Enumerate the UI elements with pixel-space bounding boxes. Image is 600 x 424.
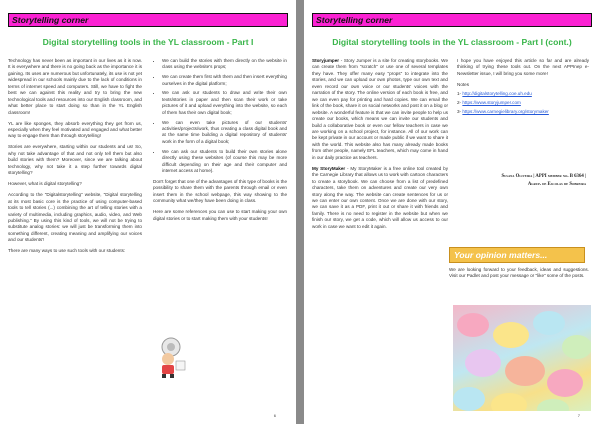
usage-list (153, 58, 287, 174)
list-item: • We can ask our students to build their own stories alone directly using these websites (of course this may be more difficult depending on their age and their computer and internet access at home). (162, 149, 287, 175)
list-item: • We can even take pictures of our students' activities/projects/work, thus creating a class digital book and at the same time building a digital repository of students' work in the form of a digital book; (162, 120, 287, 146)
candy-hearts-photo (453, 305, 591, 411)
tool-name: My StoryMaker (312, 165, 346, 171)
paragraph: Stories are everywhere, starting within our students and us! So, why not take advantage of that and not only tell them but also build stories with them? Moreover, since we are talking about technology, why not take it a step further towards digital storytelling? (8, 144, 142, 176)
paragraph: Technology has never been as important in our lives as it is now. It is everywhere and there is no going back as the importance it is gaining. Its uses are numerous but unfortunately, its use is not yet widespread in our schools mainly due to the lack of conditions in terms of internet speed and computers. Still, we have to fight the best we can against this reality and try to bring the new technological tools and resources into our English classroom, and what better place to start doing so than in the YL English classroom! (8, 58, 142, 115)
author-signature (501, 173, 586, 188)
note-link[interactable]: https://www.carnegielibrary.org/storymaker (462, 109, 549, 115)
right-column-2 (457, 58, 589, 118)
note-item: 2- https://www.storyjumper.com (457, 100, 521, 106)
page-right (304, 0, 600, 424)
paragraph (312, 58, 448, 161)
note-item: 3- https://www.carnegielibrary.org/storymaker (457, 109, 549, 115)
opinion-text-block (449, 267, 589, 284)
paragraph: Don't forget that one of the advantages of this type of books is the possibility to share them with the parents through email or even insert them in the school webpage, this way showing to the community what we/they have been doing in class. (153, 178, 287, 204)
right-column-1 (312, 58, 448, 235)
author-name: Susana Oliveira | APPI member no. B 6364 | (501, 174, 586, 179)
page-number: 6 (273, 413, 276, 418)
paragraph: However, what is digital storytelling? (8, 181, 82, 187)
note-item: 1- http://digitalstorytelling.coe.uh.edu (457, 91, 532, 97)
note-link[interactable]: https://www.storyjumper.com (462, 100, 521, 106)
gear-character-illustration (150, 335, 192, 379)
banner-label: Storytelling corner (316, 15, 393, 25)
article-title: Digital storytelling tools in the YL classroom - Part I (cont.) (332, 37, 572, 47)
article-title: Digital storytelling tools in the YL classroom - Part I (42, 37, 254, 47)
tool-description: - My StoryMaker is a free online tool created by the Carnegie Library that allows us to work with cartoon characters to create a storybook. We can choose from a list of predefined characters, take them on adventures and create our very own story along the way. The website can create sentences for us or we can enter our own content. Once we are done with our story, we can save it as a PDF, print it out or share it with friends and family. There is no need to register in the website but when we finish our story, we get a code, which will allow us access to our work in case we want to edit it again. (312, 165, 449, 229)
page-number: 7 (577, 413, 580, 418)
candy-hearts-graphic (453, 305, 591, 411)
paragraph: Here are some references you can use to start making your own digital stories or to start making them with your students! (153, 209, 287, 221)
paragraph: According to the "Digitalstorytelling" website, "Digital storytelling at its most basic core is the practice of using computer-based tools to tell stories (...) combining the art of telling stories with a variety of multimedia, including graphics, audio, video, and Web publishing." By using this kind of tools, we will not be trying to substitute analog stories: we will just be transforming them into something different, creating meaning and amplifying our voices and our students'! (8, 192, 142, 243)
tool-name: Storyjumper (312, 58, 340, 63)
notes-heading: Notes (457, 82, 470, 88)
author-affiliation: Agrup. de Escolas de Sobreira (527, 181, 586, 187)
paragraph (312, 166, 448, 231)
page-left (0, 0, 296, 424)
opinion-banner (449, 247, 585, 263)
closing-paragraph: I hope you have enjoyed this article so far and are already thinking of trying these tools out. On the next APPInep e-Newsletter issue, I will bring you some more! (457, 58, 589, 76)
paragraph: There are many ways to use such tools with our students: (8, 248, 126, 254)
banner-label: Storytelling corner (12, 15, 89, 25)
tool-description: - Story Jumper is a site for creating storybooks. We can create them from "scratch" or use one of several templates they have. They offer many easy "props" to integrate into the stories, and we can upload our own photos, type our own text and even record our own voice or our students' voices with the narration of the story. The online version of each book is free, and we can even pay for printing and hard copies. We can email the link of the book, share it on social networks and post it on a blog or website. A wonderful feature is that we can invite people to help us create our books, which means we can invite our students and build a collaborative book or even our fellow teachers in case we are working on a school project, for instance. All of our work can be kept private in our account or made public if we want to share it with the world. This website also has many already made books from other people, namely EFL teachers, which may come in hand in our daily practice as teachers. (312, 58, 448, 160)
section-banner (8, 13, 288, 27)
list-item: • We can create them first with them and then insert everything ourselves in the digital platform; (162, 74, 287, 87)
paragraph: YL are like sponges, they absorb everything they get from us, especially when they feel motivated and engaged and what better way to engage them than through storytelling! (8, 120, 142, 139)
section-banner (312, 13, 592, 27)
opinion-banner-label: Your opinion matters... (454, 250, 548, 260)
list-item: • We can ask our students to draw and write their own texts/stories in paper and then scan their work or take pictures of it and upload everything into the website, so each of them has their own digital book; (162, 90, 287, 116)
list-item: • We can build the stories with them directly on the website in class using the website's props; (162, 58, 287, 71)
note-link[interactable]: http://digitalstorytelling.coe.uh.edu (462, 91, 532, 97)
left-column-2 (153, 58, 287, 227)
opinion-text: We are looking forward to your feedback, ideas and suggestions. Visit our Padlet and post your message or "like" some of the posts. (449, 267, 589, 279)
left-column-1 (8, 58, 142, 259)
